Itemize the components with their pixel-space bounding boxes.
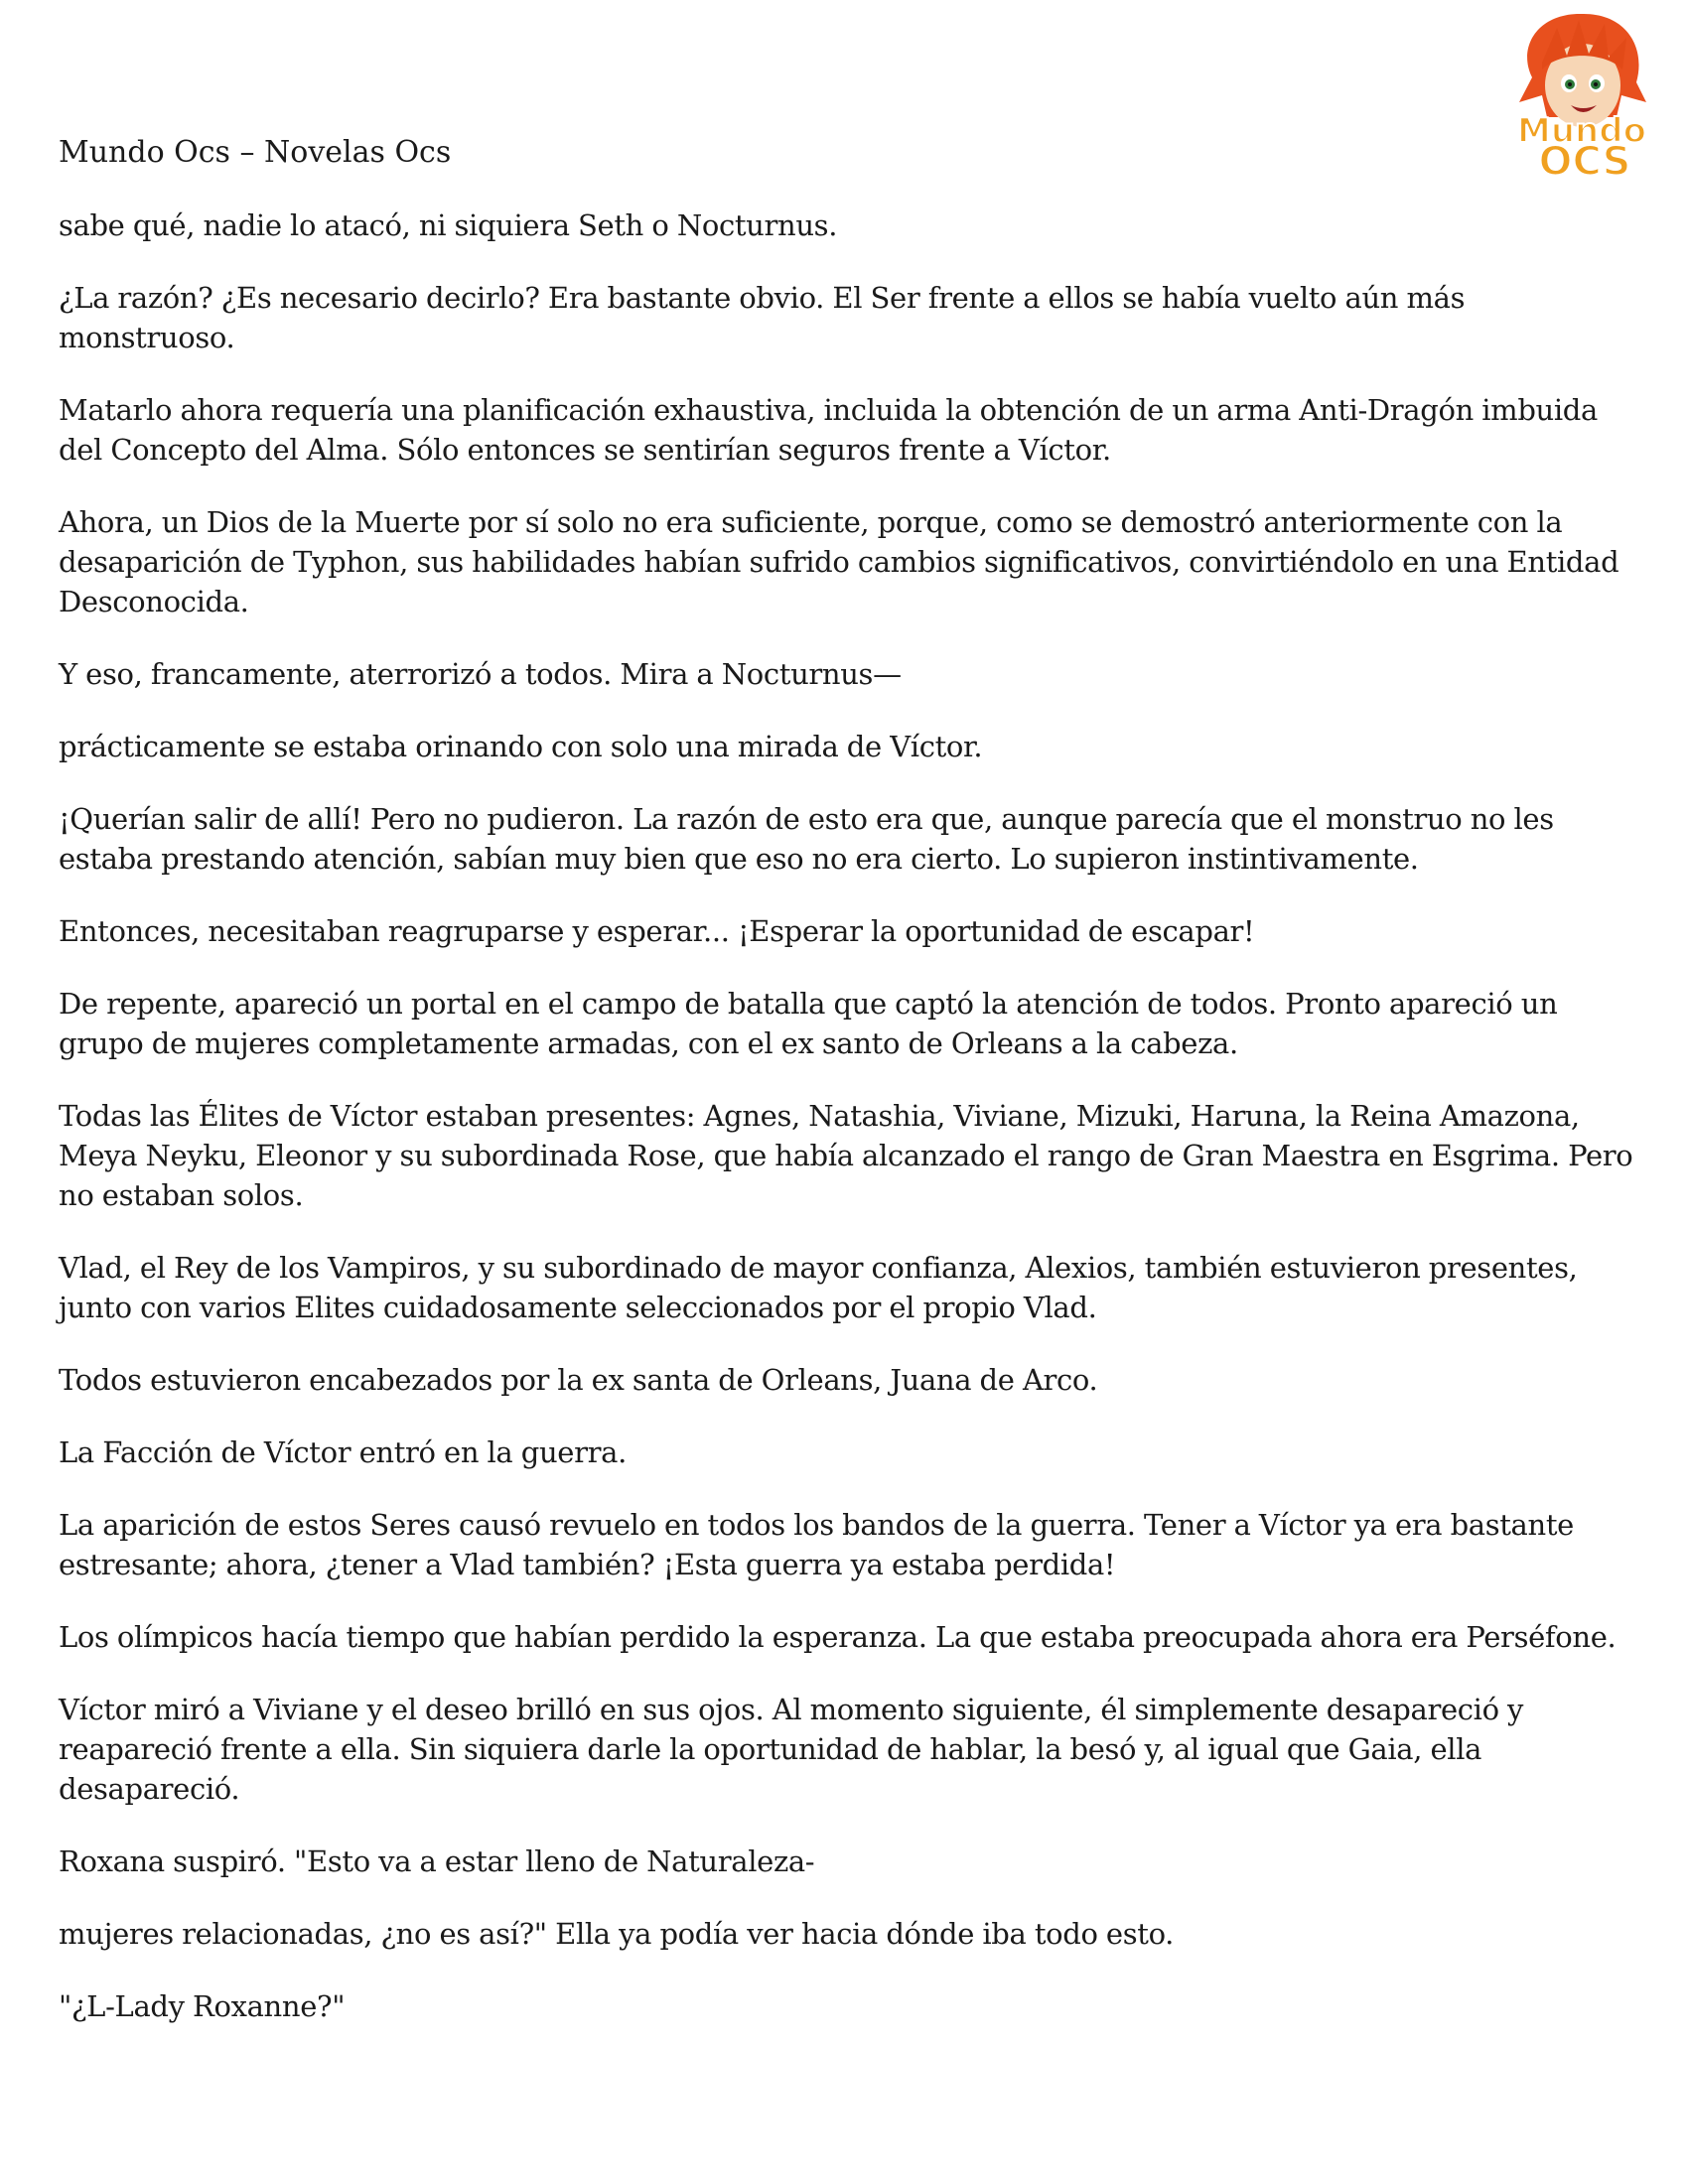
paragraph: "¿L-Lady Roxanne?" — [59, 1989, 346, 2023]
paragraph: Víctor miró a Viviane y el deseo brilló en sus ojos. Al momento siguiente, él simplemente desapareció y reapareció frente a ella. Sin siquiera darle la oportunidad de hablar, la besó y, al igual que Gaia, ella desapareció. — [59, 1693, 1524, 1806]
paragraph: Todas las Élites de Víctor estaban presentes: Agnes, Natashia, Viviane, Mizuki, Haruna, la Reina Amazona, Meya Neyku, Eleonor y su subordinada Rose, que había alcanzado el rango de Gran Maestra en Esgrima. Pero no estaban solos. — [59, 1099, 1633, 1212]
mascot-logo-icon — [1497, 8, 1666, 182]
paragraph: ¿La razón? ¿Es necesario decirlo? Era bastante obvio. El Ser frente a ellos se había vuelto aún más monstruoso. — [59, 281, 1466, 354]
paragraph: Matarlo ahora requería una planificación exhaustiva, incluida la obtención de un arma Anti-Dragón imbuida del Concepto del Alma. Sólo entonces se sentirían seguros frente a Víctor. — [59, 393, 1598, 467]
paragraph: ¡Querían salir de allí! Pero no pudieron. La razón de esto era que, aunque parecía que el monstruo no les estaba prestando atención, sabían muy bien que eso no era cierto. Lo supieron instintivamente. — [59, 802, 1554, 876]
paragraph: prácticamente se estaba orinando con solo una mirada de Víctor. — [59, 730, 983, 763]
paragraph: sabe qué, nadie lo atacó, ni siquiera Seth o Nocturnus. — [59, 208, 838, 242]
paragraph: Y eso, francamente, aterrorizó a todos. Mira a Nocturnus— — [59, 657, 902, 691]
paragraph: mujeres relacionadas, ¿no es así?" Ella ya podía ver hacia dónde iba todo esto. — [59, 1917, 1175, 1951]
paragraph: La Facción de Víctor entró en la guerra. — [59, 1435, 627, 1469]
paragraph: Entonces, necesitaban reagruparse y esperar... ¡Esperar la oportunidad de escapar! — [59, 914, 1255, 948]
paragraph: La aparición de estos Seres causó revuelo en todos los bandos de la guerra. Tener a Víctor ya era bastante estresante; ahora, ¿tener a Vlad también? ¡Esta guerra ya estaba perdida! — [59, 1508, 1574, 1581]
document-header: Mundo Ocs – Novelas Ocs — [59, 135, 452, 170]
logo-text-top: Mundo — [1517, 111, 1646, 151]
paragraph: Vlad, el Rey de los Vampiros, y su subordinado de mayor confianza, Alexios, también estuvieron presentes, junto con varios Elites cuidadosamente seleccionados por el propio Vlad. — [59, 1251, 1578, 1324]
paragraph: De repente, apareció un portal en el campo de batalla que captó la atención de todos. Pronto apareció un grupo de mujeres completamente armadas, con el ex santo de Orleans a la cabeza. — [59, 987, 1558, 1060]
paragraph: Los olímpicos hacía tiempo que habían perdido la esperanza. La que estaba preocupada ahora era Perséfone. — [59, 1620, 1617, 1654]
paragraph: Todos estuvieron encabezados por la ex santa de Orleans, Juana de Arco. — [59, 1363, 1098, 1397]
paragraph: Roxana suspiró. "Esto va a estar lleno de Naturaleza- — [59, 1844, 815, 1878]
logo-text-bottom: OCS — [1538, 139, 1631, 182]
document-body — [59, 205, 1647, 2059]
paragraph: Ahora, un Dios de la Muerte por sí solo no era suficiente, porque, como se demostró anteriormente con la desaparición de Typhon, sus habilidades habían sufrido cambios significativos, convirtiéndolo en una Entidad Desconocida. — [59, 505, 1619, 618]
